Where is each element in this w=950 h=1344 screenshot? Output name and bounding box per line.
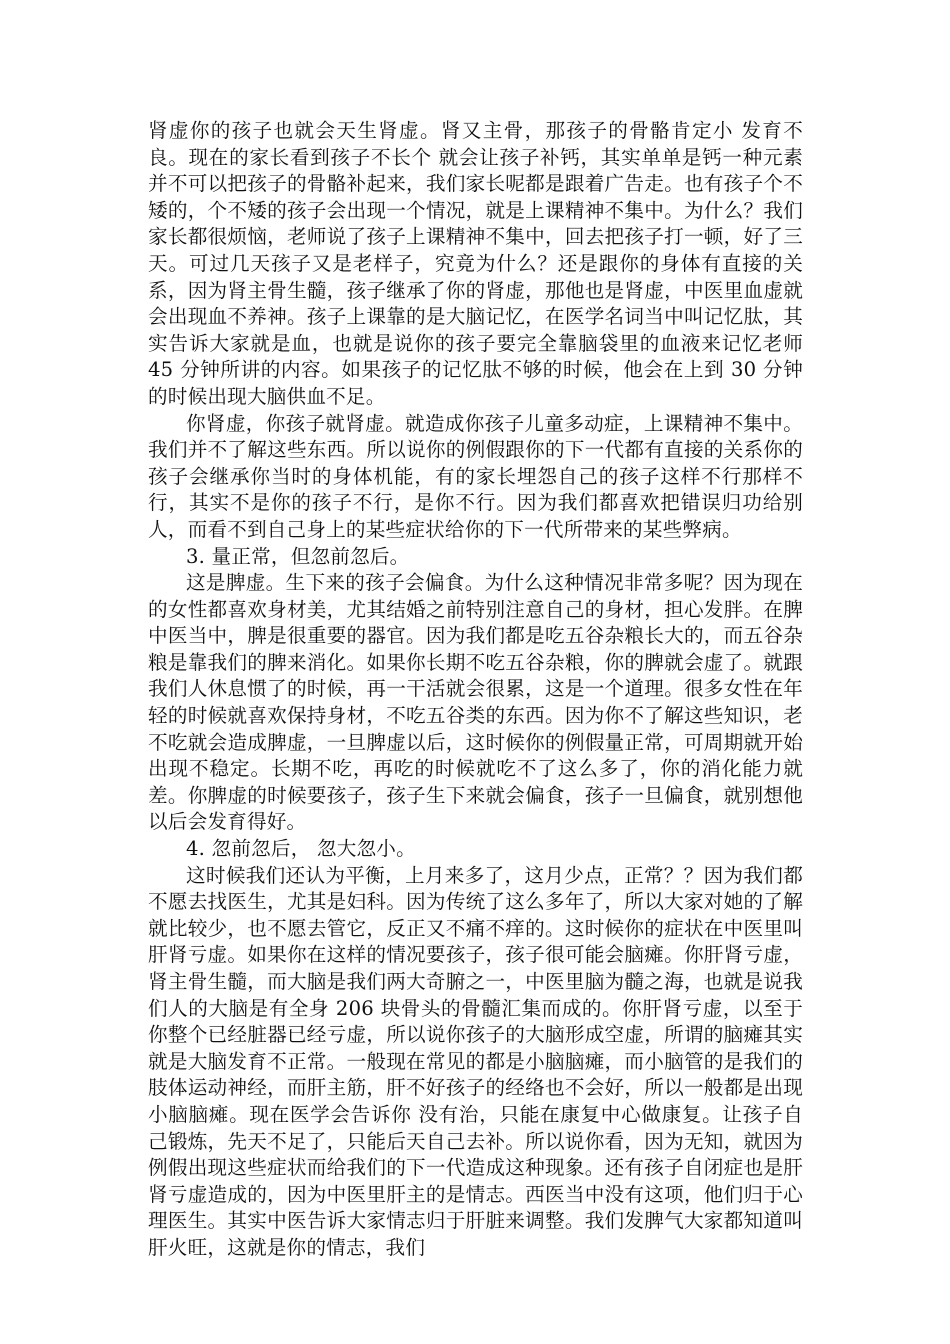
paragraph-4: 这是脾虚。生下来的孩子会偏食。为什么这种情况非常多呢？因为现在的女性都喜欢身材美，尤其结婚之前特别注意自己的身材，担心发胖。在脾中医当中，脾是很重要的器官。因为我们都是吃五谷杂粮长大的，而五谷杂粮是靠我们的脾来消化。如果你长期不吃五谷杂粮，你的脾就会虚了。就跟我们人休息惯了的时候，再一干活就会很累，这是一个道理。很多女性在年轻的时候就喜欢保持身材，不吃五谷类的东西。因为你不了解这些知识，老不吃就会造成脾虚，一旦脾虚以后，这时候你的例假量正常，可周期就开始出现不稳定。长期不吃，再吃的时候就吃不了这么多了，你的消化能力就差。你脾虚的时候要孩子，孩子生下来就会偏食，孩子一旦偏食，就别想他以后会发育得好。 bbox=[148, 571, 803, 834]
document-body bbox=[148, 118, 803, 1262]
section-heading-4: 4. 忽前忽后， 忽大忽小。 bbox=[186, 837, 416, 861]
paragraph-2: 你肾虚，你孩子就肾虚。就造成你孩子儿童多动症，上课精神不集中。我们并不了解这些东西。所以说你的例假跟你的下一代都有直接的关系你的孩子会继承你当时的身体机能，有的家长埋怨自己的孩子这样不行那样不行，其实不是你的孩子不行，是你不行。因为我们都喜欢把错误归功给别人，而看不到自己身上的某些症状给你的下一代所带来的某些弊病。 bbox=[148, 411, 803, 541]
section-heading-3: 3. 量正常，但忽前忽后。 bbox=[186, 544, 410, 568]
paragraph-6: 这时候我们还认为平衡，上月来多了，这月少点，正常？？因为我们都不愿去找医生，尤其是妇科。因为传统了这么多年了，所以大家对她的了解就比较少，也不愿去管它，反正又不痛不痒的。这时候你的症状在中医里叫肝肾亏虚。如果你在这样的情况要孩子，孩子很可能会脑瘫。你肝肾亏虚，肾主骨生髓，而大脑是我们两大奇腑之一，中医里脑为髓之海，也就是说我们人的大脑是有全身 206 块骨头的骨髓汇集而成的。你肝肾亏虚，以至于你整个已经脏器已经亏虚，所以说你孩子的大脑形成空虚，所谓的脑瘫其实就是大脑发育不正常。一般现在常见的都是小脑脑瘫，而小脑管的是我们的肢体运动神经，而肝主筋，肝不好孩子的经络也不会好，所以一般都是出现小脑脑瘫。现在医学会告诉你 没有治，只能在康复中心做康复。让孩子自己锻炼，先天不足了，只能后天自己去补。所以说你看，因为无知，就因为例假出现这些症状而给我们的下一代造成这种现象。还有孩子自闭症也是肝肾亏虚造成的，因为中医里肝主的是情志。西医当中没有这项，他们归于心理医生。其实中医告诉大家情志归于肝脏来调整。我们发脾气大家都知道叫肝火旺，这就是你的情志，我们 bbox=[148, 863, 803, 1259]
paragraph-1: 肾虚你的孩子也就会天生肾虚。肾又主骨，那孩子的骨骼肯定小 发育不良。现在的家长看到孩子不长个 就会让孩子补钙，其实单单是钙一种元素并不可以把孩子的骨骼补起来，我们家长呢都是跟着广告走。也有孩子个不矮的，个不矮的孩子会出现一个情况，就是上课精神不集中。为什么？我们家长都很烦恼，老师说了孩子上课精神不集中，回去把孩子打一顿，好了三天。可过几天孩子又是老样子，究竟为什么？还是跟你的身体有直接的关系，因为肾主骨生髓，孩子继承了你的肾虚，那他也是肾虚，中医里血虚就会出现血不养神。孩子上课靠的是大脑记忆，在医学名词当中叫记忆肽，其实告诉大家就是血，也就是说你的孩子要完全靠脑袋里的血液来记忆老师 45 分钟所讲的内容。如果孩子的记忆肽不够的时候，他会在上到 30 分钟的时候出现大脑供血不足。 bbox=[148, 119, 803, 408]
